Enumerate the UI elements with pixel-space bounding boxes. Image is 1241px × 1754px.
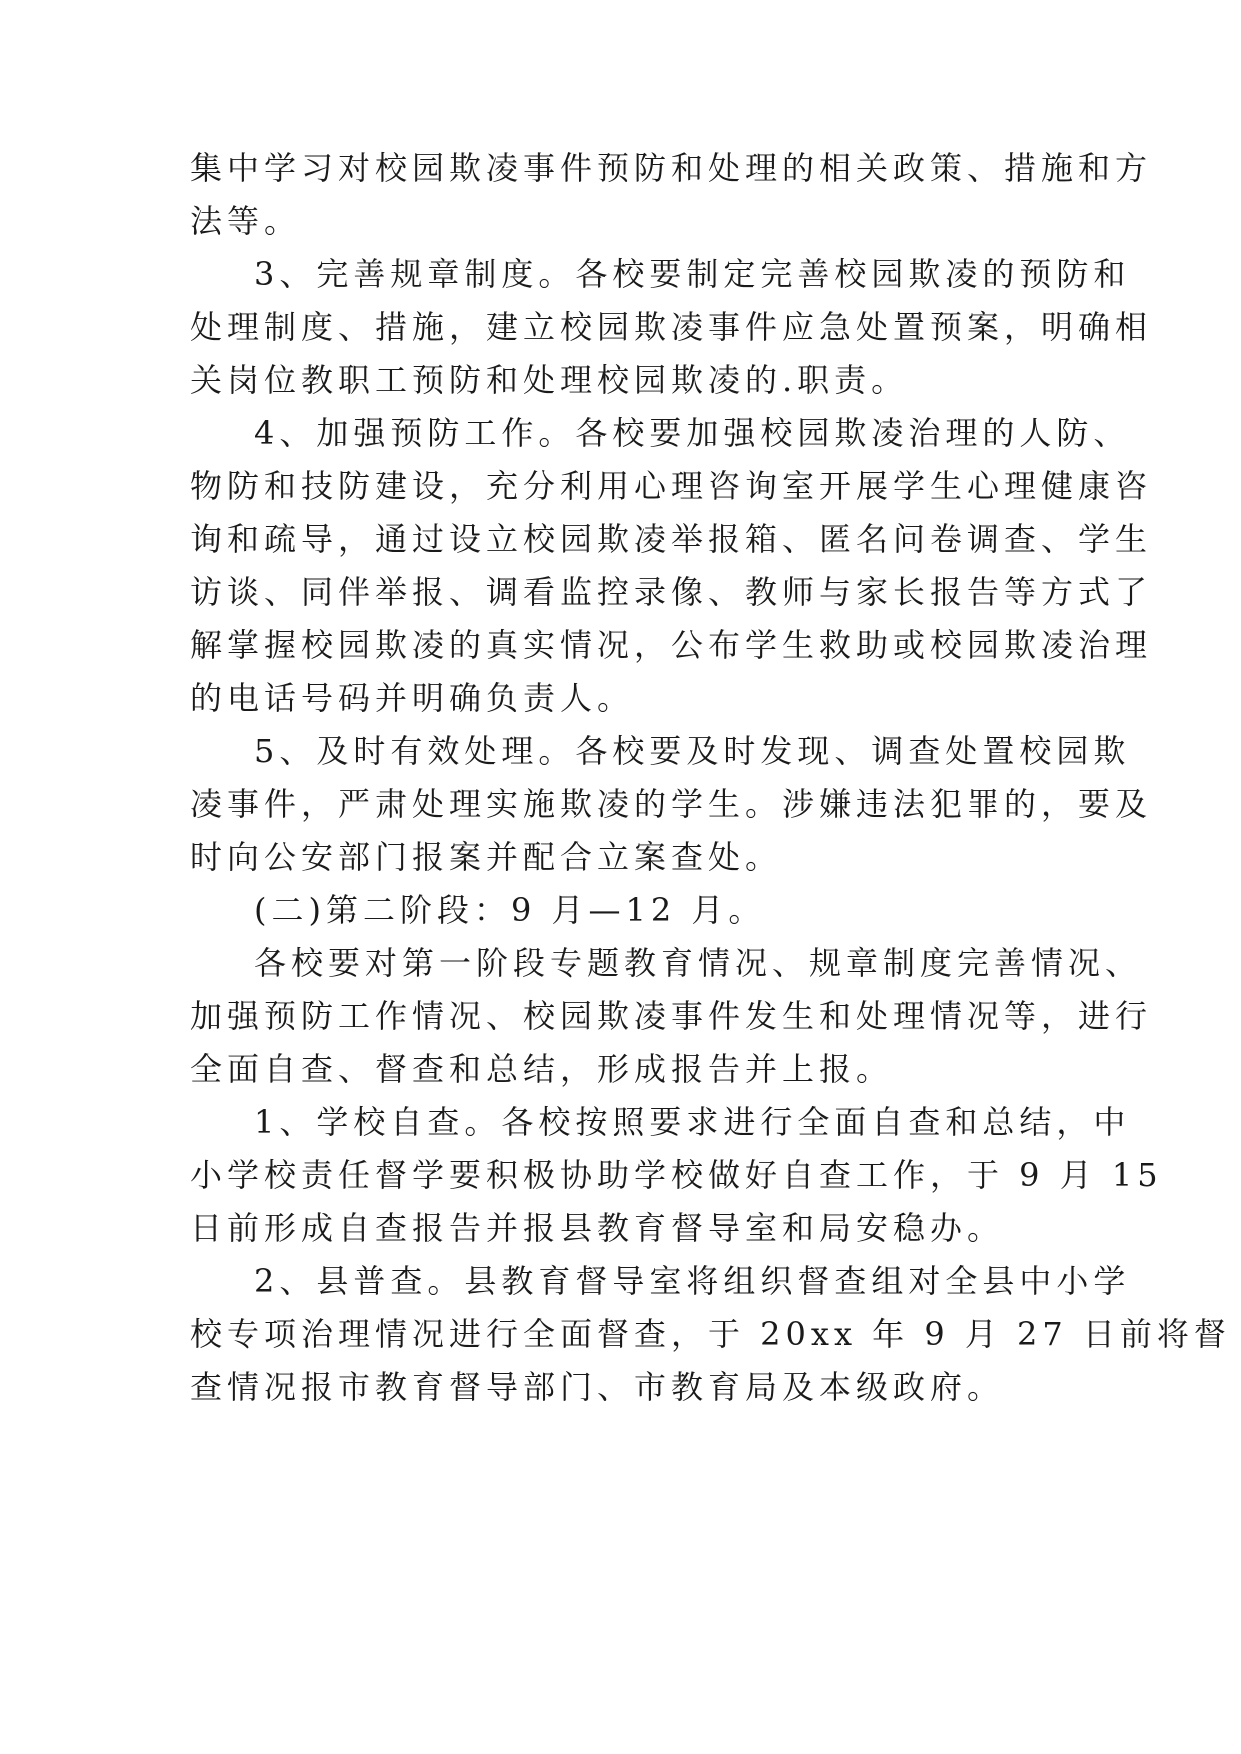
text-line: 5、及时有效处理。各校要及时发现、调查处置校园欺 <box>254 732 1131 770</box>
text-line: 物防和技防建设，充分利用心理咨询室开展学生心理健康咨 <box>190 467 1153 505</box>
text-line: 访谈、同伴举报、调看监控录像、教师与家长报告等方式了 <box>190 573 1153 611</box>
text-line: 3、完善规章制度。各校要制定完善校园欺凌的预防和 <box>254 255 1131 293</box>
text-line: 凌事件，严肃处理实施欺凌的学生。涉嫌违法犯罪的，要及 <box>190 785 1153 823</box>
text-line: 的电话号码并明确负责人。 <box>190 679 635 717</box>
text-line: 各校要对第一阶段专题教育情况、规章制度完善情况、 <box>254 944 1143 982</box>
text-line: 询和疏导，通过设立校园欺凌举报箱、匿名问卷调查、学生 <box>190 520 1153 558</box>
text-line: 处理制度、措施，建立校园欺凌事件应急处置预案，明确相 <box>190 308 1153 346</box>
text-line: 时向公安部门报案并配合立案查处。 <box>190 838 783 876</box>
text-line: 集中学习对校园欺凌事件预防和处理的相关政策、措施和方 <box>190 149 1153 187</box>
text-line: 校专项治理情况进行全面督查，于 20xx 年 9 月 27 日前将督 <box>190 1315 1231 1353</box>
text-line: 解掌握校园欺凌的真实情况，公布学生救助或校园欺凌治理 <box>190 626 1153 664</box>
text-line: 小学校责任督学要积极协助学校做好自查工作，于 9 月 15 <box>190 1156 1163 1194</box>
text-line: 4、加强预防工作。各校要加强校园欺凌治理的人防、 <box>254 414 1131 452</box>
text-line: 查情况报市教育督导部门、市教育局及本级政府。 <box>190 1368 1005 1406</box>
text-line: 日前形成自查报告并报县教育督导室和局安稳办。 <box>190 1209 1005 1247</box>
text-line: 1、学校自查。各校按照要求进行全面自查和总结，中 <box>254 1103 1131 1141</box>
text-line: 全面自查、督查和总结，形成报告并上报。 <box>190 1050 894 1088</box>
text-line: 法等。 <box>190 202 302 240</box>
text-line: 2、县普查。县教育督导室将组织督查组对全县中小学 <box>254 1262 1131 1300</box>
section-heading: (二)第二阶段：9 月—12 月。 <box>254 891 766 929</box>
text-line: 加强预防工作情况、校园欺凌事件发生和处理情况等，进行 <box>190 997 1153 1035</box>
text-line: 关岗位教职工预防和处理校园欺凌的.职责。 <box>190 361 909 399</box>
